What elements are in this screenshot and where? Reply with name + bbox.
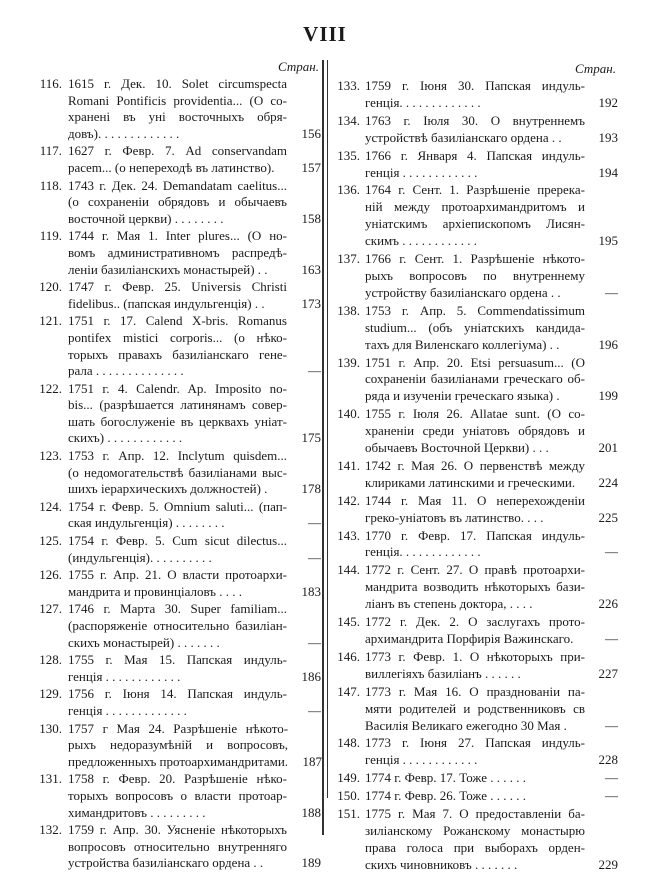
toc-entry [28,313,321,379]
entry-page: 195 [598,233,618,249]
entry-page: 157 [301,159,321,175]
entry-number: 141. [337,457,360,473]
entry-line: 1774 г. Февр. 17. Тоже . . . . . . [365,770,527,786]
entry-page: — [308,515,321,531]
toc-entry [28,499,321,532]
entry-page: 158 [301,210,321,226]
entry-number: 126. [39,567,62,583]
entry-line: 1766 г. Января 4. Папская индуль- [365,147,585,163]
toc-entry [28,601,321,651]
column-divider [322,60,324,835]
entry-page: 183 [301,583,321,599]
entry-line: торыхъ правахъ базиліанскаго гене- [68,346,287,362]
entry-line: 1747 г. Февр. 25. Universis Christi [68,279,287,295]
toc-entry [28,381,321,447]
entry-page: 201 [598,440,618,456]
entry-line: рала . . . . . . . . . . . . . . [68,363,184,379]
entry-number: 127. [39,601,62,617]
entry-number: 139. [337,354,360,370]
entry-line: bis... (разрѣшается латинянамъ совер- [68,397,287,413]
entry-line: тахъ для Виленскаго коллегіума) . . [365,336,560,352]
entry-number: 148. [337,735,360,751]
entry-line: вомъ административномъ распредѣ- [68,244,287,260]
entry-page: 225 [598,509,618,525]
entry-page: — [605,631,618,646]
entry-title [365,528,585,562]
entry-line: хранені въ уні восточныхъ обря- [68,109,287,125]
entry-page: 227 [598,665,618,681]
entry-line: мяти родителей и родственниковъ св [365,700,585,716]
toc-entry [330,788,618,805]
entry-page: 173 [301,295,321,311]
entry-line: предложенныхъ протоархимандритами. [68,753,289,769]
entry-title [68,567,287,600]
entry-title [68,499,287,532]
entry-page: 194 [598,164,618,180]
entry-line: рыхъ недоразумѣній и вопросовъ, [68,737,289,753]
entry-line: 1627 г. Февр. 7. Ad conservandam [68,143,287,159]
entry-title [68,448,287,498]
entry-number: 116. [39,76,62,91]
toc-entry [330,493,618,527]
entry-page: — [308,363,321,379]
entry-title [68,143,287,176]
entry-title [365,649,585,683]
entry-page: — [605,788,618,804]
entry-line: 1751 г. 4. Calendr. Ap. Imposito no- [68,380,287,396]
entry-line: клириками латинскими и греческими. [365,474,576,490]
entry-number: 140. [337,406,360,422]
entry-line: 1756 г. Іюня 14. Папская индуль- [68,686,287,702]
entry-page: 228 [598,752,618,768]
entry-line: 1754 г. Февр. 5. Omnium saluti... (пап- [68,498,287,514]
toc-entry [28,178,321,228]
toc-entry [28,228,321,278]
toc-entry [330,182,618,250]
toc-entry [330,113,618,147]
entry-number: 134. [337,112,360,128]
entry-title [365,458,585,492]
entry-line: обычаевъ Восточной Церкви) . . . [365,440,549,456]
entry-line: вопросовъ относительно внутренняго [68,838,287,854]
entry-line: зиліанскому Рожанскому монастырю [365,822,585,838]
entry-line: 1744 г. Мая 1. Inter plures... (О но- [68,228,287,244]
entry-line: генція. . . . . . . . . . . . . [365,94,481,110]
entry-line: pontifex mistici corporis... (о нѣко- [68,329,287,345]
entry-number: 120. [39,279,62,295]
entry-line: устройствѣ базиліанскаго ордена . . [365,129,562,145]
entry-title [365,406,585,457]
entry-line: генція. . . . . . . . . . . . . [365,544,481,560]
entry-line: генція . . . . . . . . . . . . [365,164,478,180]
entry-title [68,228,287,278]
entry-line: studium... (объ уніатскихъ кандида- [365,319,585,335]
entry-title [365,303,585,354]
entry-title [68,686,287,719]
entry-line: Romani Pontificis providentia... (О со- [68,92,287,108]
entry-line: 1754 г. Февр. 5. Cum sicut dilectus... [68,533,287,549]
entry-line: 1753 г. Апр. 12. Inclytum quisdem... [68,448,287,464]
entry-line: 1615 г. Дек. 10. Solet circumspecta [68,76,287,91]
entry-line: скихъ чиновниковъ . . . . . . . [365,856,518,872]
toc-entry [330,458,618,492]
toc-entry [28,771,321,821]
entry-line: 1773 г. Мая 16. О празднованіи па- [365,683,585,699]
entry-title [365,493,585,527]
entry-line: химандритовъ . . . . . . . . . [68,804,206,820]
entry-line: ряда и изученіи греческаго языка) . [365,388,560,404]
entry-number: 122. [39,380,62,396]
entry-number: 137. [337,251,360,267]
entry-line: 1757 г Мая 24. Разрѣшеніе нѣкото- [68,720,289,736]
entry-line: (о недомогательствѣ базиліанами выс- [68,464,287,480]
entry-line: 1770 г. Февр. 17. Папская индуль- [365,527,585,543]
entry-line: устройству базиліанскаго ордена . . [365,284,561,300]
entry-line: fidelibus.. (папская индульгенція) . . [68,295,265,311]
entry-line: 1772 г. Сент. 27. О правѣ протоархи- [365,562,585,578]
entry-line: 1772 г. Дек. 2. О заслугахъ прото- [365,614,585,630]
entry-line: 1773 г. Февр. 1. О нѣкоторыхъ при- [365,648,585,664]
entry-number: 151. [337,806,360,822]
toc-entry [28,448,321,498]
entry-number: 146. [337,648,360,664]
page-number: VIII [303,22,347,46]
entry-line: ская индульгенція) . . . . . . . . [68,515,225,531]
entry-line: ній между протоархимандритомъ и [365,199,585,215]
entry-title [365,182,585,250]
toc-entry [28,686,321,719]
entry-line: 1743 г. Дек. 24. Demandatam caelitus... [68,177,287,193]
entry-page: 193 [598,129,618,145]
entry-number: 119. [39,228,62,244]
entry-line: 1751 г. Апр. 20. Etsi persuasum... (О [365,354,585,370]
entry-title [68,178,287,228]
entry-title [68,76,287,142]
entry-number: 129. [39,686,62,702]
entry-page: 175 [301,430,321,446]
toc-column-left [28,58,321,873]
toc-entry [330,148,618,182]
toc-entry [330,303,618,354]
entry-page: 156 [301,125,321,141]
entry-page: — [605,770,618,786]
entry-line: восточной церкви) . . . . . . . . [68,210,224,226]
entry-page: 192 [598,94,618,110]
entry-line: генція . . . . . . . . . . . . [365,752,478,768]
entry-line: греко-уніатовъ въ латинство. . . . [365,509,544,525]
entry-number: 130. [39,720,62,736]
entry-line: 1763 г. Іюля 30. О внутреннемъ [365,112,585,128]
entry-title [68,381,287,447]
toc-entry [28,533,321,566]
entry-line: (индульгенція). . . . . . . . . . [68,549,212,565]
entry-line: 1774 г. Февр. 26. Тоже . . . . . . [365,788,527,804]
toc-entry [28,76,321,142]
entry-page: — [308,549,321,565]
toc-column-right [327,60,618,872]
entry-page: — [605,284,618,300]
entry-page: 163 [301,261,321,277]
entry-line: 1758 г. Февр. 20. Разрѣшеніе нѣко- [68,771,287,787]
entry-number: 150. [337,788,360,804]
entry-title [365,148,585,182]
entry-line: Василія Великаго ежегодно 30 Мая . [365,717,567,733]
entry-line: (распоряженіе относительно базиліан- [68,618,287,633]
toc-entry [330,614,618,648]
entry-line: торыхъ вопросовъ о власти протоар- [68,787,287,803]
entry-title [365,735,585,769]
entry-number: 142. [337,492,360,508]
entry-number: 136. [337,182,360,198]
toc-entry [28,652,321,685]
entry-page: 229 [598,856,618,872]
entry-title [365,355,585,406]
entry-line: устройства базиліанскаго ордена . . [68,855,264,871]
entry-page: — [605,717,618,733]
entry-line: (о сохраненіи обрядовъ и обычаевъ [68,194,287,210]
toc-entry [330,528,618,562]
entry-line: леніи базиліанскихъ монастырей) . . [68,261,268,277]
entry-number: 125. [39,533,62,549]
toc-entry [330,770,618,787]
page-column-header: Стран. [575,61,616,76]
entry-line: 1755 г. Апр. 21. О власти протоархи- [68,567,287,583]
toc-entry [28,721,321,771]
toc-entry [28,279,321,312]
entry-number: 124. [39,498,62,514]
entry-title [365,78,585,112]
entry-number: 132. [39,822,62,838]
entry-title [365,113,585,147]
entry-title [365,562,585,613]
entry-line: генція . . . . . . . . . . . . [68,668,181,684]
entry-line: права голоса при выборахъ орден- [365,839,585,855]
entry-page: 186 [301,668,321,684]
entry-line: 1775 г. Мая 7. О предоставленіи ба- [365,806,585,822]
entry-number: 123. [39,448,62,464]
entry-page: — [308,702,321,718]
entry-line: 1759 г. Апр. 30. Уясненіе нѣкоторыхъ [68,822,287,838]
entry-title [365,684,585,735]
entry-title [68,279,287,312]
entry-line: скихъ) . . . . . . . . . . . . [68,430,183,446]
entry-line: мандрита и провинціаловъ . . . . [68,583,242,599]
toc-entry [330,684,618,735]
page-column-header: Стран. [278,59,319,74]
entry-line: сохраненіи базиліанами греческаго об- [365,371,585,387]
entry-title [365,788,585,805]
entry-number: 143. [337,527,360,543]
entry-number: 138. [337,302,360,318]
entry-line: архимандрита Порфирія Важинскаго. [365,631,574,646]
entry-line: шать богослуженіе въ церквахъ уніат- [68,413,287,429]
entry-line: 1773 г. Іюня 27. Папская индуль- [365,735,585,751]
entry-number: 147. [337,683,360,699]
entry-title [68,533,287,566]
entry-line: 1764 г. Сент. 1. Разрѣшеніе пререка- [365,182,585,198]
entry-number: 117. [39,143,62,159]
toc-entry [28,143,321,176]
entry-page: 178 [301,481,321,497]
entry-line: 1744 г. Мая 11. О неперехожденіи [365,492,585,508]
entry-title [365,251,585,302]
toc-entry [330,78,618,112]
entry-line: шихъ іерархическихъ должностей) . [68,481,268,497]
entry-page: 187 [302,753,323,769]
toc-entry [330,649,618,683]
entry-line: мандрита возводить нѣкоторыхъ бази- [365,579,585,595]
entry-number: 144. [337,562,360,578]
entry-number: 121. [39,313,62,329]
toc-entry [330,355,618,406]
toc-entry [330,735,618,769]
entry-line: скихъ монастырей) . . . . . . . [68,634,220,650]
entry-title [68,313,287,379]
entry-page: 199 [598,388,618,404]
entry-line: 1755 г. Іюля 26. Allatae sunt. (О со- [365,406,585,422]
toc-entry [330,806,618,874]
entry-number: 128. [39,652,62,668]
entry-line: 1759 г. Іюня 30. Папская индуль- [365,78,585,93]
toc-entry [330,251,618,302]
entry-number: 118. [39,177,62,193]
entry-line: уніатскимъ архіепископомъ Лисян- [365,216,585,232]
entry-line: 1755 г. Мая 15. Папская индуль- [68,652,287,668]
entry-title [68,652,287,685]
entry-title [365,770,585,787]
toc-entry [330,562,618,613]
entry-line: 1753 г. Апр. 5. Commendatissimum [365,302,585,318]
entry-line: ліанъ въ степень доктора, . . . . [365,596,533,612]
toc-entry [28,567,321,600]
entry-line: 1742 г. Мая 26. О первенствѣ между [365,457,585,473]
entry-line: храненіи среди уніатовъ обрядовъ и [365,423,585,439]
entry-title [68,601,287,651]
entry-page: 189 [301,855,321,871]
entry-line: довъ). . . . . . . . . . . . . [68,125,180,141]
entry-page: 188 [301,804,321,820]
entry-page: — [605,544,618,560]
entry-number: 135. [337,147,360,163]
entry-page: 196 [598,336,618,352]
entry-title [68,721,288,771]
entry-title [365,806,585,874]
entry-page: — [308,634,321,650]
entry-title [68,822,287,872]
entry-number: 131. [39,771,62,787]
entry-line: генція . . . . . . . . . . . . . [68,702,187,718]
entry-title [68,771,287,821]
entry-line: виллегіяхъ базиліанъ . . . . . . [365,665,521,681]
entry-line: 1751 г. 17. Calend X-bris. Romanus [68,313,287,329]
entry-line: pacem... (о непереходѣ въ латинство). [68,159,275,175]
entry-number: 133. [337,78,360,93]
entry-line: рыхъ вопросовъ по внутреннему [365,267,585,283]
entry-line: скимъ . . . . . . . . . . . . [365,233,477,249]
entry-line: 1766 г. Сент. 1. Разрѣшеніе нѣкото- [365,251,585,267]
toc-entry [330,406,618,457]
entry-page: 226 [598,596,618,612]
entry-line: 1746 г. Марта 30. Super familiam... [68,601,287,617]
entry-page: 224 [598,474,618,490]
entry-title [365,614,585,648]
toc-entry [28,822,321,872]
entry-number: 145. [337,614,360,630]
entry-number: 149. [337,770,360,786]
